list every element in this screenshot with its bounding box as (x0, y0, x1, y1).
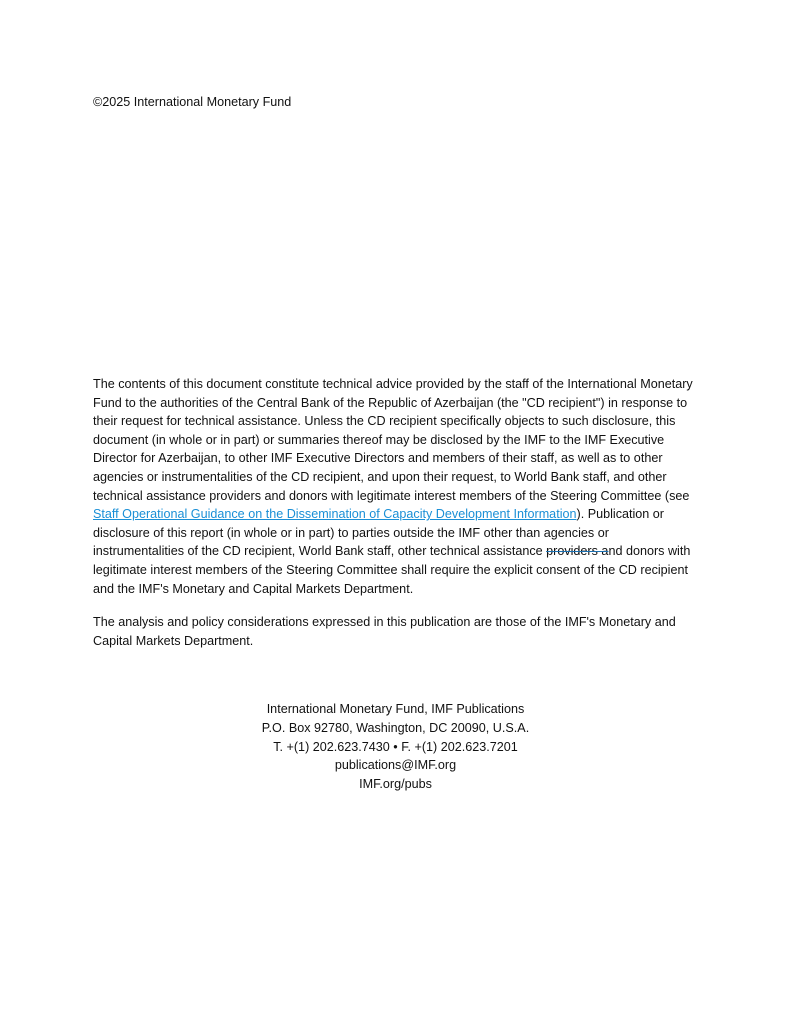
publisher-name: International Monetary Fund, IMF Publications (266, 702, 525, 716)
disclaimer-text-end: nd donors with legitimate interest members of the Steering Committee shall require the explicit consent of the CD recipient and the IMF's Monetary and Capital Markets Department. (93, 544, 691, 596)
contact-block (0, 700, 791, 794)
guidance-link[interactable]: Staff Operational Guidance on the Dissemination of Capacity Development Information (93, 507, 577, 522)
struck-text: providers a (546, 544, 609, 559)
website-address: IMF.org/pubs (359, 777, 432, 792)
mailing-address: P.O. Box 92780, Washington, DC 20090, U.S.A. (261, 720, 530, 735)
disclaimer-text: The contents of this document constitute technical advice provided by the staff of the International Monetary Fund to the authorities of the Central Bank of the Republic of Azerbaijan (the "CD recipient") in response to their request for technical assistance. Unless the CD recipient specifically objects to such disclosure, this document (in whole or in part) or summaries thereof may be disclosed by the IMF to the IMF Executive Director for Azerbaijan, to other IMF Executive Directors and members of their staff, as well as to other agencies or instrumentalities of the CD recipient, and upon their request, to World Bank staff, and other technical assistance providers and donors with legitimate interest members of the Steering Committee (see (93, 377, 693, 503)
analysis-statement: The analysis and policy considerations expressed in this publication are those of the IMF's Monetary and Capital Markets Department. (93, 615, 676, 648)
email-address: publications@IMF.org (334, 758, 457, 773)
phone-fax: T. +(1) 202.623.7430 • F. +(1) 202.623.7201 (273, 739, 518, 754)
copyright-notice: ©2025 International Monetary Fund (93, 95, 292, 109)
disclaimer-section (93, 375, 697, 665)
disclaimer-text-continued: ). Publication or disclosure of this report (in whole or in part) to parties outside the IMF other than agencies or instrumentalities of the CD recipient, World Bank staff, other technical assistance (93, 507, 664, 559)
disclaimer-paragraph (93, 375, 697, 598)
